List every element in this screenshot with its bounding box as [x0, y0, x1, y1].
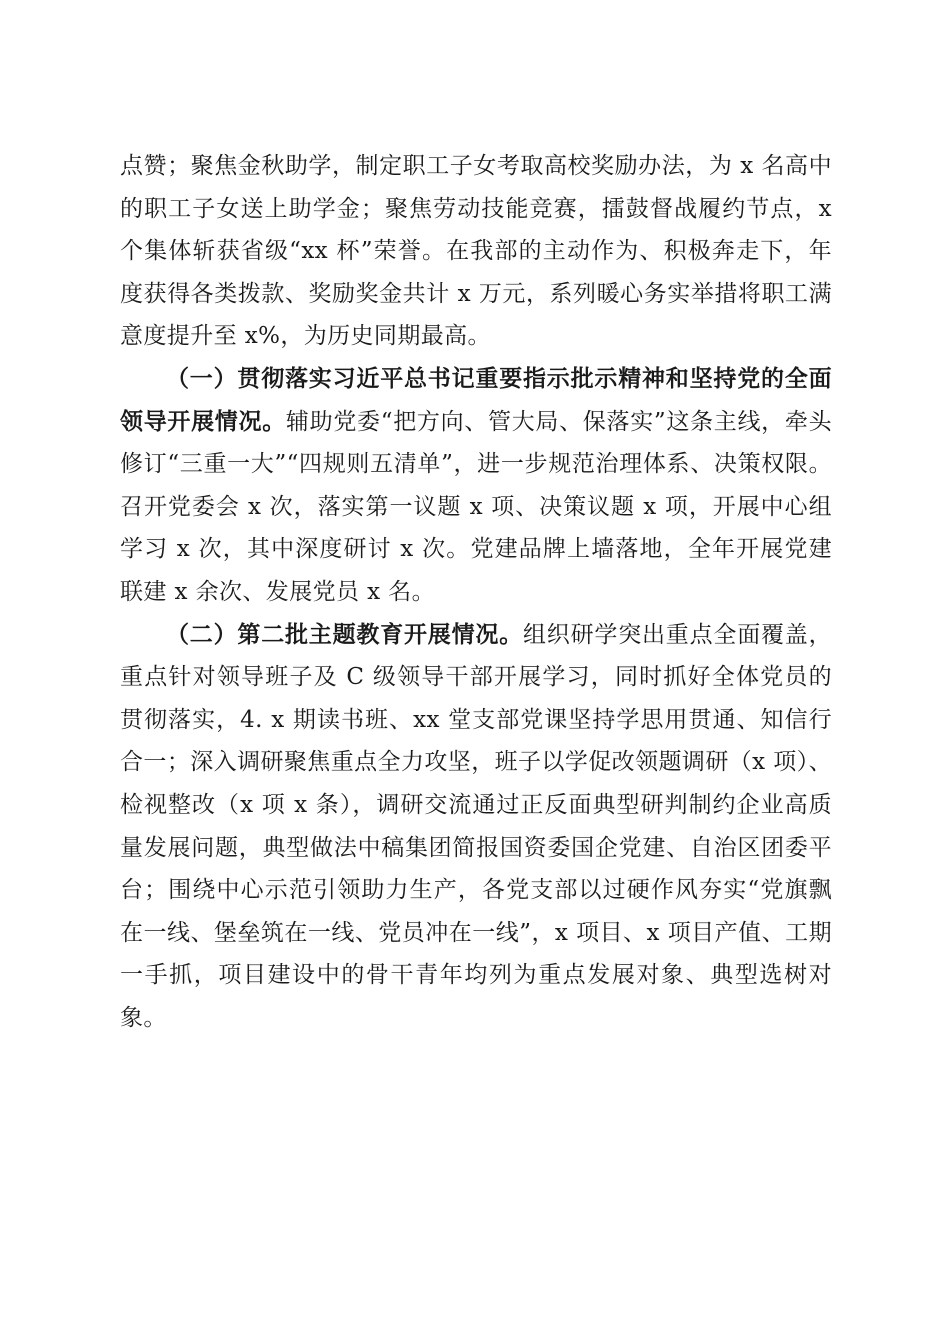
- paragraph-section-1: [120, 358, 832, 614]
- paragraph-text: 组织研学突出重点全面覆盖，重点针对领导班子及 C 级领导干部开展学习，同时抓好全体党员的贯彻落实，4. x 期读书班、xx 堂支部党课坚持学思用贯通、知信行合一；深入调研聚焦重点全力攻坚，班子以学促改领题调研（x 项）、检视整改（x 项 x 条），调研交流通过正反面典型研判制约企业高质量发展问题，典型做法中稿集团简报国资委国企党建、自治区团委平台；围绕中心示范引领助力生产，各党支部以过硬作风夯实“党旗飘在一线、堡垒筑在一线、党员冲在一线”，x 项目、x 项目产值、工期一手抓，项目建设中的骨干青年均列为重点发展对象、典型选树对象。: [120, 621, 832, 1031]
- paragraph-text: 辅助党委“把方向、管大局、保落实”这条主线，牵头修订“三重一大”“四规则五清单”，进一步规范治理体系、决策权限。召开党委会 x 次，落实第一议题 x 项、决策议题 x 项，开展中心组学习 x 次，其中深度研讨 x 次。党建品牌上墙落地，全年开展党建联建 x 余次、发展党员 x 名。: [120, 408, 832, 605]
- paragraph-continuation: [120, 145, 832, 358]
- paragraph-text: 点赞；聚焦金秋助学，制定职工子女考取高校奖励办法，为 x 名高中的职工子女送上助学金；聚焦劳动技能竞赛，擂鼓督战履约节点，x 个集体斩获省级“xx 杯”荣誉。在我部的主动作为、积极奔走下，年度获得各类拨款、奖励奖金共计 x 万元，系列暖心务实举措将职工满意度提升至 x%，为历史同期最高。: [120, 153, 832, 350]
- section-heading: （一）贯彻落实习近平总书记重要指示批示精神和坚持党的全面领导开展情况。: [120, 364, 832, 435]
- paragraph-section-2: [120, 614, 832, 1040]
- document-body: [120, 145, 832, 1039]
- section-heading: （二）第二批主题教育开展情况。: [166, 620, 523, 648]
